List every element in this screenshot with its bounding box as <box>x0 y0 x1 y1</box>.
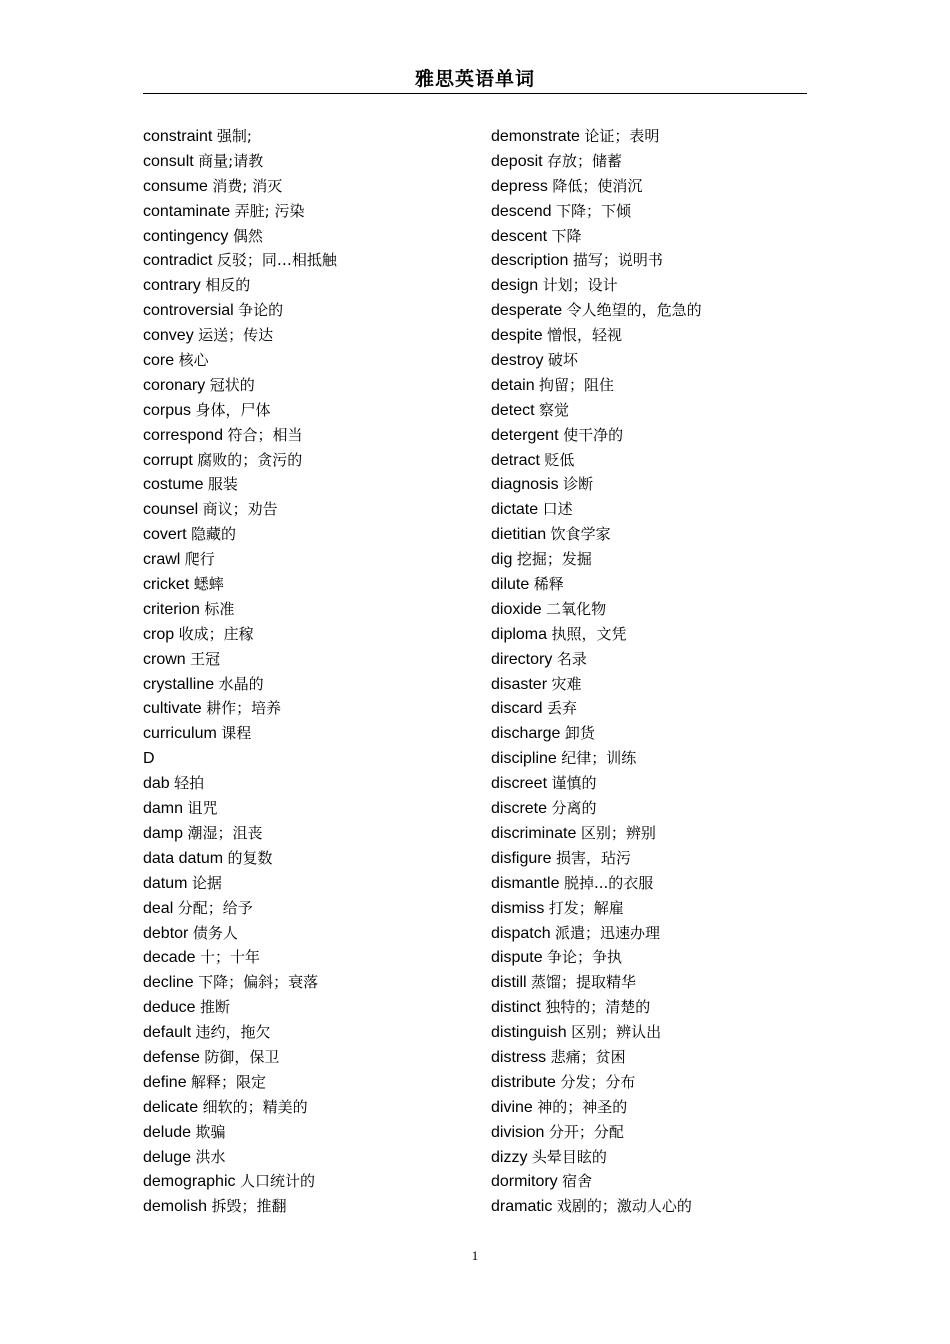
vocab-entry <box>491 273 811 298</box>
vocab-entry <box>491 796 811 821</box>
vocab-entry <box>143 1070 473 1095</box>
vocab-word: corrupt <box>143 451 193 469</box>
vocab-entry <box>143 174 473 199</box>
vocab-entry <box>143 423 473 448</box>
vocab-word: depress <box>491 177 548 195</box>
vocab-entry <box>143 1194 473 1219</box>
vocab-meaning: 头晕目眩的 <box>531 1147 607 1166</box>
vocab-word: distribute <box>491 1073 556 1091</box>
vocab-meaning: 灾难 <box>551 674 582 693</box>
vocab-entry <box>491 1194 811 1219</box>
vocab-word: descent <box>491 227 548 245</box>
vocab-meaning: 稀释 <box>533 575 564 594</box>
vocab-meaning: 损害，玷污 <box>555 848 631 867</box>
vocab-meaning: 口述 <box>542 500 573 519</box>
vocab-entry <box>491 149 811 174</box>
vocab-meaning: 悲痛；贫困 <box>550 1047 626 1066</box>
vocab-word: discreet <box>491 775 548 793</box>
vocab-word: dismantle <box>491 874 560 892</box>
vocab-entry <box>491 721 811 746</box>
vocab-meaning: 卸货 <box>564 724 595 743</box>
vocab-entry <box>491 921 811 946</box>
vocab-word: dietitian <box>491 526 547 544</box>
vocab-meaning: 商量;请教 <box>198 151 264 170</box>
vocab-word: divine <box>491 1098 533 1116</box>
vocab-word: desperate <box>491 302 563 320</box>
vocab-meaning: 诅咒 <box>187 799 218 818</box>
vocab-meaning: 分开；分配 <box>548 1122 624 1141</box>
vocab-word: dictate <box>491 501 539 519</box>
vocab-word: consume <box>143 177 208 195</box>
vocab-word: contingency <box>143 227 229 245</box>
vocab-word: dismiss <box>491 899 545 917</box>
vocab-meaning: 消费; 消灭 <box>212 176 283 195</box>
vocab-word: deal <box>143 899 174 917</box>
vocab-meaning: 令人绝望的，危急的 <box>566 301 702 320</box>
vocab-meaning: 计划；设计 <box>542 276 618 295</box>
vocab-meaning: 课程 <box>221 724 252 743</box>
vocab-meaning: 冠状的 <box>209 375 255 394</box>
vocab-meaning: 核心 <box>178 351 209 370</box>
vocab-meaning: 推断 <box>199 998 230 1017</box>
vocab-meaning: 水晶的 <box>218 674 264 693</box>
vocab-word: distinct <box>491 999 541 1017</box>
vocab-word: despite <box>491 327 543 345</box>
vocab-meaning: 拆毁；推翻 <box>211 1197 287 1216</box>
page-number: 1 <box>471 1248 479 1263</box>
vocab-word: dig <box>491 551 513 569</box>
vocab-entry <box>143 273 473 298</box>
vocab-meaning: 洪水 <box>195 1147 226 1166</box>
vocab-word: division <box>491 1123 545 1141</box>
vocab-entry <box>143 771 473 796</box>
vocab-entry <box>143 1169 473 1194</box>
vocab-word: dormitory <box>491 1173 558 1191</box>
vocab-word: dispatch <box>491 924 551 942</box>
vocab-entry <box>143 497 473 522</box>
vocab-entry <box>491 1095 811 1120</box>
vocab-entry <box>143 672 473 697</box>
vocab-meaning: 运送；传达 <box>198 326 274 345</box>
vocab-meaning: 存放；储蓄 <box>547 151 623 170</box>
vocab-meaning: 察觉 <box>539 400 570 419</box>
vocab-word: crown <box>143 650 186 668</box>
vocab-entry <box>491 248 811 273</box>
vocab-entry <box>491 896 811 921</box>
vocab-word: detract <box>491 451 540 469</box>
vocab-meaning: 诊断 <box>563 475 594 494</box>
vocab-word: define <box>143 1073 187 1091</box>
vocab-entry <box>491 1020 811 1045</box>
vocab-entry <box>143 921 473 946</box>
vocab-word: decline <box>143 974 194 992</box>
vocab-meaning: 纪律；训练 <box>561 749 637 768</box>
vocab-meaning: 身体，尸体 <box>195 400 271 419</box>
vocab-word: decade <box>143 949 196 967</box>
page-title: 雅思英语单词 <box>414 68 535 90</box>
vocab-meaning: 偶然 <box>232 226 263 245</box>
vocab-word: disfigure <box>491 849 552 867</box>
vocab-entry <box>491 199 811 224</box>
vocab-meaning: 标准 <box>204 599 235 618</box>
vocab-entry <box>491 323 811 348</box>
vocab-word: delicate <box>143 1098 199 1116</box>
vocab-word: defense <box>143 1048 200 1066</box>
vocab-entry <box>143 124 473 149</box>
vocab-meaning: 强制; <box>216 127 252 145</box>
header-divider <box>143 93 807 94</box>
vocab-word: distill <box>491 974 527 992</box>
vocab-entry <box>491 846 811 871</box>
vocab-entry <box>491 1045 811 1070</box>
vocab-entry <box>491 547 811 572</box>
vocab-word: detect <box>491 401 535 419</box>
vocab-meaning: 二氧化物 <box>546 599 607 618</box>
vocab-entry <box>143 248 473 273</box>
vocab-word: dilute <box>491 576 530 594</box>
vocab-meaning: 论证；表明 <box>584 127 660 145</box>
vocab-entry <box>143 547 473 572</box>
vocab-entry <box>143 746 473 771</box>
vocab-word: dizzy <box>491 1148 528 1166</box>
vocab-entry <box>491 1145 811 1170</box>
vocab-word: criterion <box>143 600 200 618</box>
vocab-meaning: 区别；辨别 <box>580 823 656 842</box>
vocab-word: delude <box>143 1123 192 1141</box>
vocab-entry <box>143 572 473 597</box>
vocab-word: diploma <box>491 625 548 643</box>
vocab-meaning: 争论的 <box>238 301 284 320</box>
vocab-meaning: 防御，保卫 <box>204 1047 280 1066</box>
vocab-meaning: 人口统计的 <box>239 1172 315 1191</box>
vocab-word: distinguish <box>491 1024 567 1042</box>
vocab-word: convey <box>143 327 194 345</box>
vocab-meaning: 解释；限定 <box>191 1072 267 1091</box>
vocab-meaning: 打发；解雇 <box>548 898 624 917</box>
vocab-meaning: 神的；神圣的 <box>537 1097 628 1116</box>
vocab-meaning: 细软的；精美的 <box>202 1097 308 1116</box>
vocab-meaning: 轻拍 <box>174 774 205 793</box>
vocab-meaning: 反驳；同…相抵触 <box>216 251 337 270</box>
vocab-entry <box>491 497 811 522</box>
vocab-word: demolish <box>143 1198 208 1216</box>
vocab-word: datum <box>143 874 188 892</box>
vocab-word: disaster <box>491 675 548 693</box>
vocab-meaning: 债务人 <box>192 923 238 942</box>
vocab-entry <box>143 1095 473 1120</box>
vocab-entry <box>143 224 473 249</box>
vocab-meaning: 下降 <box>551 226 582 245</box>
vocab-meaning: 区别；辨认出 <box>571 1023 662 1042</box>
vocab-meaning: 脱掉...的衣服 <box>563 873 654 892</box>
vocab-entry <box>491 373 811 398</box>
vocab-entry <box>491 472 811 497</box>
vocab-meaning: 挖掘；发掘 <box>516 550 592 569</box>
vocab-word: default <box>143 1024 192 1042</box>
vocab-word: counsel <box>143 501 199 519</box>
vocab-entry <box>143 199 473 224</box>
vocab-word: contrary <box>143 277 201 295</box>
vocabulary-column-left <box>143 124 473 1219</box>
vocab-meaning: 相反的 <box>205 276 251 295</box>
vocab-meaning: 的复数 <box>227 848 273 867</box>
vocab-word: costume <box>143 476 204 494</box>
vocab-meaning: 分配；给予 <box>177 898 253 917</box>
vocab-meaning: 下降；下倾 <box>555 201 631 220</box>
vocab-entry <box>143 597 473 622</box>
vocab-word: D <box>143 750 155 768</box>
vocab-entry <box>143 945 473 970</box>
vocab-entry <box>491 696 811 721</box>
vocab-word: deluge <box>143 1148 192 1166</box>
vocab-word: cricket <box>143 576 190 594</box>
vocab-meaning: 王冠 <box>190 649 221 668</box>
vocab-meaning: 派遣；迅速办理 <box>555 923 661 942</box>
vocab-word: correspond <box>143 426 224 444</box>
vocab-word: dab <box>143 775 170 793</box>
vocab-meaning: 分离的 <box>551 799 597 818</box>
vocab-entry <box>143 846 473 871</box>
vocab-meaning: 争论；争执 <box>547 948 623 967</box>
vocab-meaning: 耕作；培养 <box>206 699 282 718</box>
vocab-word: damp <box>143 824 184 842</box>
vocab-word: design <box>491 277 539 295</box>
vocab-entry <box>491 522 811 547</box>
vocab-meaning: 十；十年 <box>199 948 260 967</box>
vocab-entry <box>491 771 811 796</box>
vocab-meaning: 收成；庄稼 <box>178 624 254 643</box>
vocab-word: dioxide <box>491 600 542 618</box>
vocab-meaning: 论据 <box>191 873 222 892</box>
vocab-entry <box>491 821 811 846</box>
vocab-entry <box>491 1120 811 1145</box>
vocab-entry <box>491 224 811 249</box>
vocab-entry <box>143 796 473 821</box>
vocab-entry <box>143 970 473 995</box>
vocab-entry <box>143 696 473 721</box>
vocabulary-column-right <box>491 124 811 1219</box>
vocab-word: deduce <box>143 999 196 1017</box>
vocab-entry <box>491 348 811 373</box>
vocab-entry <box>491 298 811 323</box>
vocab-word: destroy <box>491 352 544 370</box>
vocab-meaning: 潮湿；沮丧 <box>187 823 263 842</box>
vocab-entry <box>491 1070 811 1095</box>
vocab-word: core <box>143 352 175 370</box>
vocab-meaning: 分发；分布 <box>560 1072 636 1091</box>
vocab-entry <box>143 1120 473 1145</box>
vocab-word: constraint <box>143 128 213 145</box>
vocab-meaning: 执照，文凭 <box>551 624 627 643</box>
vocab-meaning: 违约，拖欠 <box>195 1023 271 1042</box>
vocab-meaning: 蟋蟀 <box>193 575 224 594</box>
vocab-word: diagnosis <box>491 476 559 494</box>
vocab-entry <box>143 1145 473 1170</box>
vocab-word: curriculum <box>143 725 217 743</box>
vocab-meaning: 描写；说明书 <box>572 251 663 270</box>
vocab-entry <box>143 647 473 672</box>
vocab-entry <box>491 647 811 672</box>
vocab-word: discipline <box>491 750 557 768</box>
vocab-meaning: 下降；偏斜；衰落 <box>198 973 319 992</box>
vocab-entry <box>143 323 473 348</box>
vocab-entry <box>143 448 473 473</box>
vocab-word: dispute <box>491 949 543 967</box>
vocab-word: controversial <box>143 302 234 320</box>
vocab-word: data datum <box>143 849 224 867</box>
vocab-entry <box>491 572 811 597</box>
vocab-word: description <box>491 252 569 270</box>
vocab-word: corpus <box>143 401 192 419</box>
vocab-word: dramatic <box>491 1198 553 1216</box>
vocab-word: contaminate <box>143 202 231 220</box>
vocab-entry <box>143 1020 473 1045</box>
vocab-meaning: 独特的；清楚的 <box>545 998 651 1017</box>
vocab-word: discard <box>491 700 543 718</box>
vocab-meaning: 蒸馏；提取精华 <box>531 973 637 992</box>
vocab-entry <box>143 348 473 373</box>
vocab-entry <box>491 174 811 199</box>
vocab-entry <box>143 622 473 647</box>
vocab-meaning: 谨慎的 <box>551 774 597 793</box>
vocab-word: discrete <box>491 800 548 818</box>
vocab-meaning: 拘留；阻住 <box>539 375 615 394</box>
vocab-entry <box>491 970 811 995</box>
vocab-meaning: 符合；相当 <box>227 425 303 444</box>
vocab-meaning: 爬行 <box>184 550 215 569</box>
vocab-word: crawl <box>143 551 181 569</box>
vocab-word: coronary <box>143 376 206 394</box>
vocab-entry <box>491 995 811 1020</box>
vocab-meaning: 腐败的；贪污的 <box>197 450 303 469</box>
vocab-entry <box>491 622 811 647</box>
vocab-word: descend <box>491 202 552 220</box>
vocab-word: discharge <box>491 725 561 743</box>
vocab-entry <box>143 896 473 921</box>
vocab-word: debtor <box>143 924 189 942</box>
vocab-word: crop <box>143 625 175 643</box>
vocab-word: demonstrate <box>491 128 580 145</box>
vocab-word: cultivate <box>143 700 202 718</box>
vocab-meaning: 服装 <box>207 475 238 494</box>
vocab-meaning: 商议；劝告 <box>202 500 278 519</box>
vocab-meaning: 使干净的 <box>563 425 624 444</box>
vocab-meaning: 丢弃 <box>547 699 578 718</box>
vocab-word: damn <box>143 800 184 818</box>
vocab-entry <box>491 746 811 771</box>
vocab-meaning: 戏剧的；激动人心的 <box>556 1197 692 1216</box>
vocab-entry <box>143 398 473 423</box>
vocab-entry <box>143 1045 473 1070</box>
vocab-entry <box>491 871 811 896</box>
vocab-meaning: 破坏 <box>547 351 578 370</box>
vocab-entry <box>491 1169 811 1194</box>
vocab-entry <box>491 672 811 697</box>
vocab-entry <box>143 721 473 746</box>
vocab-word: crystalline <box>143 675 215 693</box>
vocab-meaning: 欺骗 <box>195 1122 226 1141</box>
vocab-word: deposit <box>491 152 543 170</box>
vocab-entry <box>491 945 811 970</box>
vocab-meaning: 隐藏的 <box>191 525 237 544</box>
vocab-entry <box>143 871 473 896</box>
vocab-entry <box>143 472 473 497</box>
vocab-word: consult <box>143 152 194 170</box>
vocab-entry <box>491 423 811 448</box>
vocab-word: contradict <box>143 252 213 270</box>
vocab-entry <box>143 522 473 547</box>
vocab-meaning: 名录 <box>556 649 587 668</box>
vocab-word: detain <box>491 376 535 394</box>
vocab-meaning: 弄脏; 污染 <box>234 201 305 220</box>
vocab-meaning: 降低；使消沉 <box>552 176 643 195</box>
vocab-entry <box>491 124 811 149</box>
vocab-entry <box>143 298 473 323</box>
vocab-meaning: 宿舍 <box>562 1172 593 1191</box>
vocab-entry <box>491 448 811 473</box>
vocab-entry <box>143 149 473 174</box>
vocab-entry <box>143 995 473 1020</box>
vocab-entry <box>491 597 811 622</box>
vocab-word: covert <box>143 526 187 544</box>
vocab-meaning: 憎恨，轻视 <box>547 326 623 345</box>
vocab-word: directory <box>491 650 553 668</box>
vocab-entry <box>491 398 811 423</box>
vocab-meaning: 饮食学家 <box>550 525 611 544</box>
vocab-entry <box>143 373 473 398</box>
vocab-entry <box>143 821 473 846</box>
vocab-word: discriminate <box>491 824 577 842</box>
vocab-word: demographic <box>143 1173 236 1191</box>
vocab-word: detergent <box>491 426 559 444</box>
vocab-word: distress <box>491 1048 547 1066</box>
vocab-meaning: 贬低 <box>544 450 575 469</box>
